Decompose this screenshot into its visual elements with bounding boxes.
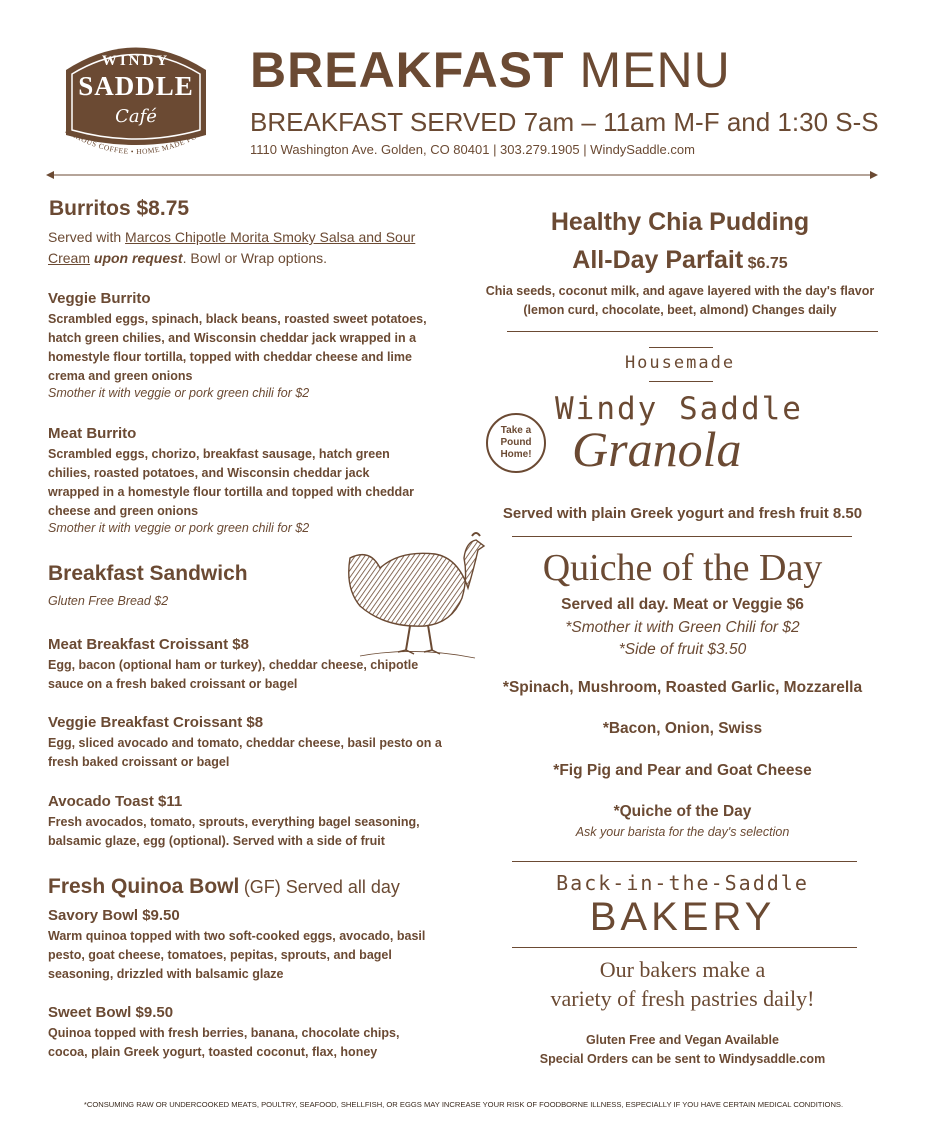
- veggie-croissant-desc: Egg, sliced avocado and tomato, cheddar cheese, basil pesto on a fresh baked croissant or bagel: [48, 736, 442, 769]
- salsa-link: Marcos Chipotle Morita Smoky Salsa and Sour Cream: [48, 229, 416, 266]
- divider: [507, 331, 878, 332]
- hours-line: BREAKFAST SERVED 7am – 11am M-F and 1:30 S-S: [250, 107, 879, 137]
- granola-desc: Served with plain Greek yogurt and fresh fruit 8.50: [502, 505, 863, 522]
- meat-croissant-desc: [48, 656, 428, 694]
- badge-line-1: Take a: [500, 425, 532, 436]
- header-divider-arrow: [46, 168, 878, 180]
- chia-title: Healthy Chia Pudding: [550, 208, 810, 236]
- meat-croissant-name: Meat Breakfast Croissant $8: [48, 636, 249, 653]
- gluten-free-note: Gluten Free Bread $2: [48, 594, 169, 608]
- windy-saddle-logo: [46, 30, 226, 170]
- svg-text:WINDY: WINDY: [101, 53, 171, 69]
- avocado-toast-desc: Fresh avocados, tomato, sprouts, everything bagel seasoning, balsamic glaze, egg (optional). Served with a side of fruit: [48, 815, 420, 848]
- sandwich-title: Breakfast Sandwich: [48, 562, 248, 585]
- kicker-rule-top: [649, 347, 713, 348]
- divider: [512, 947, 857, 948]
- quinoa-title-line: [48, 875, 400, 899]
- divider: [512, 861, 857, 862]
- bakery-orders: Special Orders can be sent to Windysaddle.com: [539, 1052, 826, 1066]
- bakery-title: BAKERY: [589, 895, 776, 939]
- page-title: [250, 40, 731, 100]
- quiche-line-1: Served all day. Meat or Veggie $6: [561, 596, 804, 613]
- food-safety-disclaimer: *CONSUMING RAW OR UNDERCOOKED MEATS, POULTRY, SEAFOOD, SHELLFISH, OR EGGS MAY INCREASE YOUR RISK OF FOODBORNE ILLNESS, ESPECIALLY IF YOU HAVE CERTAIN MEDICAL CONDITIONS.: [83, 1100, 844, 1109]
- meat-burrito-desc: Scrambled eggs, chorizo, breakfast sausage, hatch green chilies, roasted potatoes, and Wisconsin cheddar jack wrapped in a homestyle flour tortilla and topped with cheddar cheese and green onions: [48, 447, 415, 518]
- granola-script: Granola: [572, 421, 742, 477]
- address-line: 1110 Washington Ave. Golden, CO 80401 | 303.279.1905 | WindySaddle.com: [250, 142, 695, 157]
- granola-kicker: Housemade: [624, 353, 736, 373]
- kicker-rule-bottom: [649, 381, 713, 382]
- savory-bowl-name: Savory Bowl $9.50: [48, 907, 180, 924]
- savory-bowl-desc: Warm quinoa topped with two soft-cooked eggs, avocado, basil pesto, goat cheese, tomatoes, pepitas, sprouts, and bagel seasoning, drizzled with balsamic glaze: [48, 929, 426, 981]
- meat-burrito-note: Smother it with veggie or pork green chili for $2: [48, 521, 310, 535]
- quiche-option: *Spinach, Mushroom, Roasted Garlic, Mozzarella: [502, 679, 863, 696]
- parfait-title-line: [480, 246, 880, 275]
- sweet-bowl-name: Sweet Bowl $9.50: [48, 1004, 174, 1021]
- parfait-price: $6.75: [747, 255, 788, 272]
- quiche-line-3: *Side of fruit $3.50: [618, 641, 747, 658]
- avocado-toast-name: Avocado Toast $11: [48, 793, 183, 810]
- quiche-ask: Ask your barista for the day's selection: [575, 825, 790, 839]
- burritos-title: Burritos $8.75: [49, 197, 190, 220]
- veggie-croissant-name: Veggie Breakfast Croissant $8: [48, 714, 264, 731]
- svg-text:SADDLE: SADDLE: [78, 71, 194, 101]
- hen-illustration: [340, 528, 490, 668]
- svg-text:Café: Café: [115, 106, 157, 127]
- svg-text:SERIOUS COFFEE • HOME MADE FOO: SERIOUS COFFEE • HOME MADE FOOD: [63, 126, 209, 157]
- quinoa-subtitle: (GF) Served all day: [243, 877, 400, 897]
- sweet-bowl-desc: Quinoa topped with fresh berries, banana, chocolate chips, cocoa, plain Greek yogurt, toasted coconut, flax, honey: [48, 1026, 400, 1059]
- veggie-burrito-desc: Scrambled eggs, spinach, black beans, roasted sweet potatoes, hatch green chilies, and Wisconsin cheddar jack wrapped in a homestyle flour tortilla, topped with cheddar cheese and lime crema and green onions: [48, 312, 427, 383]
- bakery-line-1: Our bakers make a: [599, 957, 766, 982]
- veggie-burrito-name: Veggie Burrito: [48, 290, 151, 307]
- intro-emph: upon request: [93, 250, 183, 266]
- intro-post: . Bowl or Wrap options.: [182, 250, 328, 266]
- divider: [512, 536, 852, 537]
- quiche-option: *Fig Pig and Pear and Goat Cheese: [553, 762, 812, 779]
- burritos-intro: [48, 227, 428, 269]
- veggie-burrito-note: Smother it with veggie or pork green chili for $2: [48, 386, 310, 400]
- chia-desc: Chia seeds, coconut milk, and agave layered with the day's flavor (lemon curd, chocolate, beet, almond) Changes daily: [485, 284, 875, 317]
- quiche-option: *Bacon, Onion, Swiss: [602, 720, 763, 737]
- meat-burrito-name: Meat Burrito: [48, 425, 137, 442]
- quiche-title: Quiche of the Day: [542, 547, 823, 589]
- bakery-gf: Gluten Free and Vegan Available: [586, 1033, 779, 1047]
- title-light: MENU: [579, 42, 731, 98]
- quiche-line-2: *Smother it with Green Chili for $2: [565, 619, 800, 636]
- meat-croissant-desc-text: Egg, bacon (optional ham or turkey), cheddar cheese, chipotle sauce on a fresh baked croissant or bagel: [48, 658, 419, 691]
- parfait-title: All-Day Parfait: [572, 246, 744, 274]
- title-bold: BREAKFAST: [250, 42, 565, 98]
- badge-line-2: Pound: [500, 437, 532, 448]
- quiche-option: *Quiche of the Day: [613, 803, 752, 820]
- take-a-pound-badge: [486, 413, 546, 473]
- bakery-kicker: Back-in-the-Saddle: [556, 871, 809, 895]
- bakery-line-2: variety of fresh pastries daily!: [550, 986, 815, 1011]
- badge-line-3: Home!: [500, 449, 532, 460]
- quinoa-title: Fresh Quinoa Bowl: [48, 875, 240, 898]
- granola-name: Windy Saddle: [555, 391, 803, 427]
- intro-pre: Served with: [48, 229, 126, 245]
